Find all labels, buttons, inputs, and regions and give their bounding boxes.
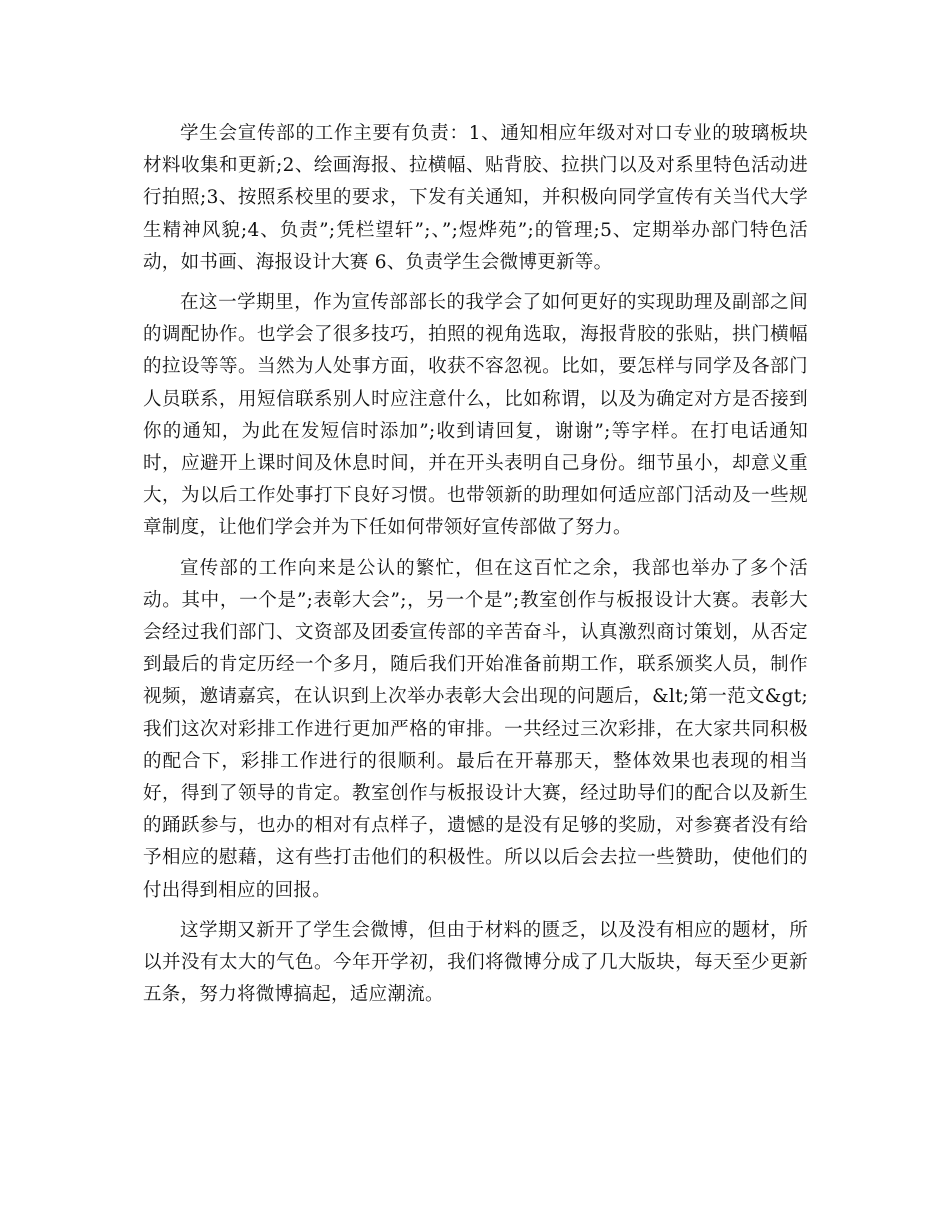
document-body [143, 118, 808, 1019]
paragraph-semester-learning: 在这一学期里，作为宣传部部长的我学会了如何更好的实现助理及副部之间的调配协作。也学会了很多技巧，拍照的视角选取，海报背胶的张贴，拱门横幅的拉设等等。当然为人处事方面，收获不容忽视。比如，要怎样与同学及各部门人员联系，用短信联系别人时应注意什么，比如称谓，以及为确定对方是否接到你的通知，为此在发短信时添加”;收到请回复，谢谢”;等字样。在打电话通知时，应避开上课时间及休息时间，并在开头表明自己身份。细节虽小，却意义重大，为以后工作处事打下良好习惯。也带领新的助理如何适应部门活动及一些规章制度，让他们学会并为下任如何带领好宣传部做了努力。 [143, 292, 808, 539]
paragraph-weibo: 这学期又新开了学生会微博，但由于材料的匮乏，以及没有相应的题材，所以并没有太大的气色。今年开学初，我们将微博分成了几大版块，每天至少更新五条，努力将微博搞起，适应潮流。 [143, 919, 808, 1006]
paragraph-activities: 宣传部的工作向来是公认的繁忙，但在这百忙之余，我部也举办了多个活动。其中，一个是”;表彰大会”;，另一个是”;教室创作与板报设计大赛。表彰大会经过我们部门、文资部及团委宣传部的辛苦奋斗，认真激烈商讨策划，从否定到最后的肯定历经一个多月，随后我们开始准备前期工作，联系颁奖人员，制作视频，邀请嘉宾，在认识到上次举办表彰大会出现的问题后，&lt;第一范文&gt;我们这次对彩排工作进行更加严格的审排。一共经过三次彩排，在大家共同积极的配合下，彩排工作进行的很顺利。最后在开幕那天，整体效果也表现的相当好，得到了领导的肯定。教室创作与板报设计大赛，经过助导们的配合以及新生的踊跃参与，也办的相对有点样子，遗憾的是没有足够的奖励，对参赛者没有给予相应的慰藉，这有些打击他们的积极性。所以以后会去拉一些赞助，使他们的付出得到相应的回报。 [143, 557, 808, 901]
paragraph-duties: 学生会宣传部的工作主要有负责：1、通知相应年级对对口专业的玻璃板块材料收集和更新;2、绘画海报、拉横幅、贴背胶、拉拱门以及对系里特色活动进行拍照;3、按照系校里的要求，下发有关通知，并积极向同学宣传有关当代大学生精神风貌;4、负责”;凭栏望轩”;、”;煜烨苑”;的管理;5、定期举办部门特色活动，如书画、海报设计大赛 6、负责学生会微博更新等。 [143, 123, 808, 273]
